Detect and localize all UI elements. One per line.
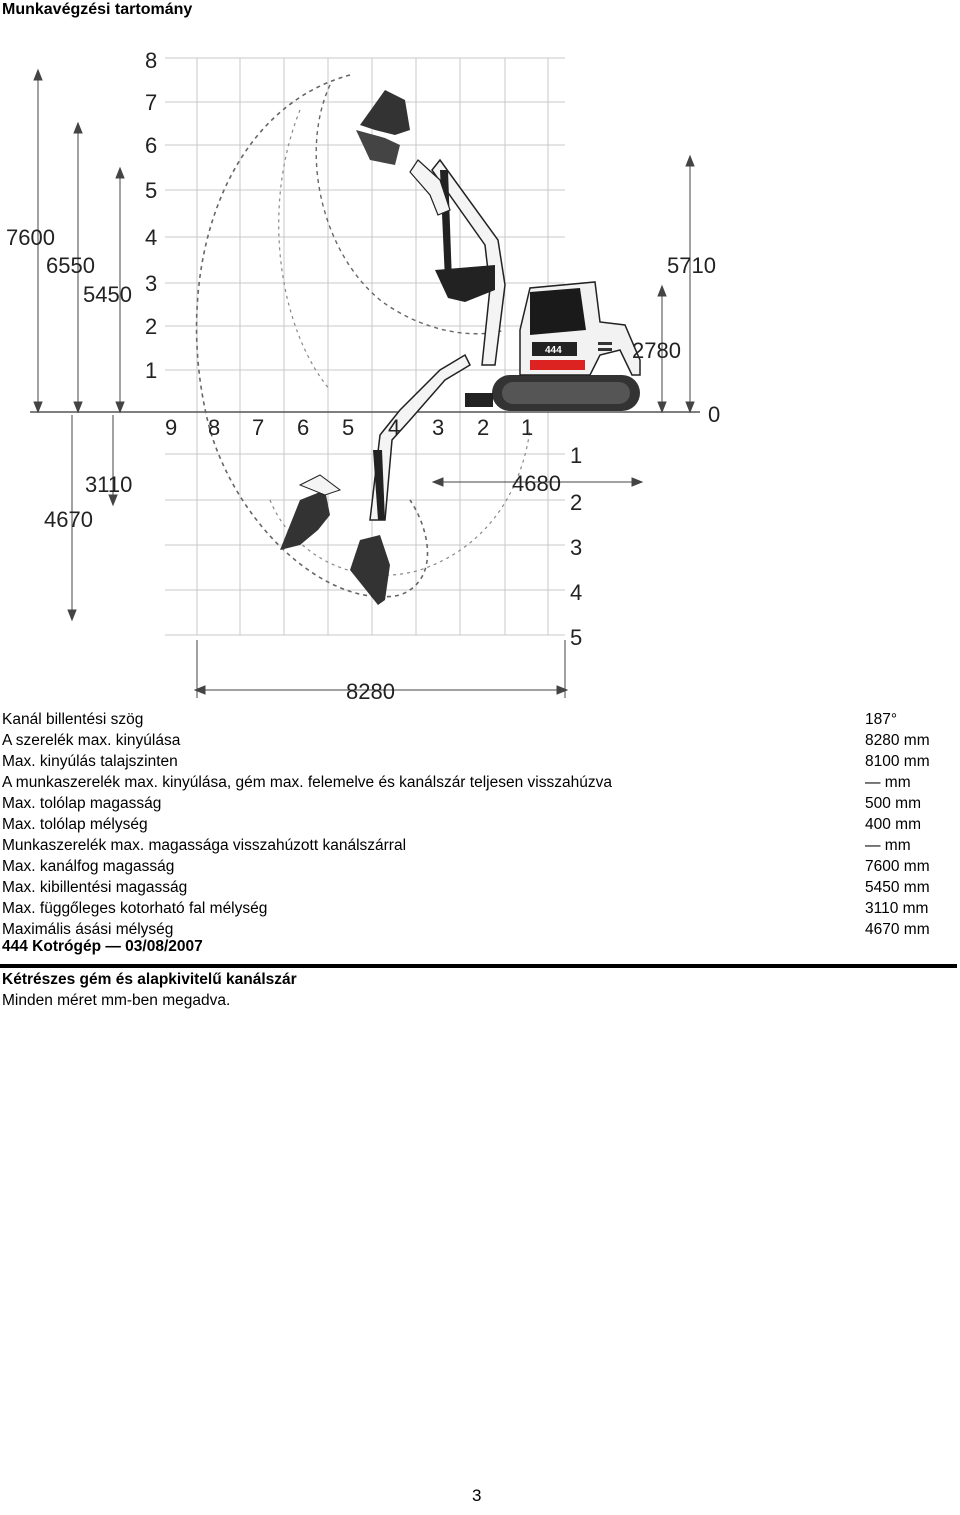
reach-tick: 3 <box>432 415 445 440</box>
reach-tick: 4 <box>388 415 401 440</box>
ground-zero-tick: 0 <box>708 402 721 427</box>
spec-label: Maximális ásási mélység <box>2 921 174 938</box>
spec-label: Max. kinyúlás talajszinten <box>2 753 178 770</box>
spec-label: Max. tolólap mélység <box>2 816 148 833</box>
depth-tick: 5 <box>570 625 583 650</box>
dim-6550: 6550 <box>46 253 95 278</box>
working-range-diagram <box>0 30 960 710</box>
spec-row <box>0 711 960 732</box>
reach-tick: 8 <box>208 415 221 440</box>
spec-value: 8100 mm <box>865 753 930 770</box>
dim-7600: 7600 <box>6 225 55 250</box>
configuration-subtitle: Kétrészes gém és alapkivitelű kanálszár <box>2 971 297 988</box>
height-tick: 6 <box>145 133 158 158</box>
depth-tick: 3 <box>570 535 583 560</box>
spec-row <box>0 858 960 879</box>
height-tick: 8 <box>145 48 158 73</box>
spec-row <box>0 753 960 774</box>
units-note: Minden méret mm-ben megadva. <box>2 992 231 1009</box>
spec-label: Max. tolólap magasság <box>2 795 162 812</box>
spec-row <box>0 795 960 816</box>
height-tick: 2 <box>145 314 158 339</box>
model-line: 444 Kotrógép — 03/08/2007 <box>2 938 203 955</box>
spec-label: Kanál billentési szög <box>2 711 144 728</box>
spec-value: 3110 mm <box>865 900 929 917</box>
spec-label: Max. kibillentési magasság <box>2 879 188 896</box>
reach-tick: 2 <box>477 415 490 440</box>
reach-tick: 1 <box>521 415 534 440</box>
spec-value: 187° <box>865 711 898 728</box>
spec-value: — mm <box>865 774 911 791</box>
spec-row <box>0 732 960 753</box>
height-tick: 1 <box>145 358 158 383</box>
dim-2780: 2780 <box>632 338 681 363</box>
spec-label: A munkaszerelék max. kinyúlása, gém max. felemelve és kanálszár teljesen visszahúzva <box>2 774 612 791</box>
dim-3110: 3110 <box>85 472 133 497</box>
depth-tick: 1 <box>570 443 583 468</box>
spec-row <box>0 837 960 858</box>
spec-value: 7600 mm <box>865 858 930 875</box>
spec-value: 5450 mm <box>865 879 930 896</box>
machine-label: 444 <box>545 345 562 356</box>
divider <box>0 964 957 968</box>
spec-row <box>0 879 960 900</box>
reach-tick: 5 <box>342 415 355 440</box>
reach-tick: 9 <box>165 415 178 440</box>
spec-label: A szerelék max. kinyúlása <box>2 732 181 749</box>
dim-8280: 8280 <box>346 679 395 704</box>
spec-value: 500 mm <box>865 795 921 812</box>
depth-tick: 4 <box>570 580 583 605</box>
spec-row <box>0 816 960 837</box>
spec-label: Munkaszerelék max. magassága visszahúzott kanálszárral <box>2 837 407 854</box>
dim-5710: 5710 <box>667 253 716 278</box>
height-tick: 7 <box>145 90 158 115</box>
height-tick: 4 <box>145 225 158 250</box>
spec-value: 400 mm <box>865 816 921 833</box>
reach-tick: 6 <box>297 415 310 440</box>
page-title: Munkavégzési tartomány <box>2 1 193 18</box>
dim-4670: 4670 <box>44 507 93 532</box>
spec-label: Max. függőleges kotorható fal mélység <box>2 900 268 917</box>
spec-value: 4670 mm <box>865 921 930 938</box>
reach-tick: 7 <box>252 415 265 440</box>
spec-row <box>0 900 960 921</box>
spec-value: 8280 mm <box>865 732 930 749</box>
dim-4680: 4680 <box>512 471 561 496</box>
spec-row <box>0 774 960 795</box>
height-tick: 5 <box>145 178 158 203</box>
height-tick: 3 <box>145 271 158 296</box>
page-number: 3 <box>472 1486 482 1505</box>
spec-label: Max. kanálfog magasság <box>2 858 175 875</box>
dim-5450: 5450 <box>83 282 132 307</box>
depth-tick: 2 <box>570 490 583 515</box>
spec-value: — mm <box>865 837 911 854</box>
